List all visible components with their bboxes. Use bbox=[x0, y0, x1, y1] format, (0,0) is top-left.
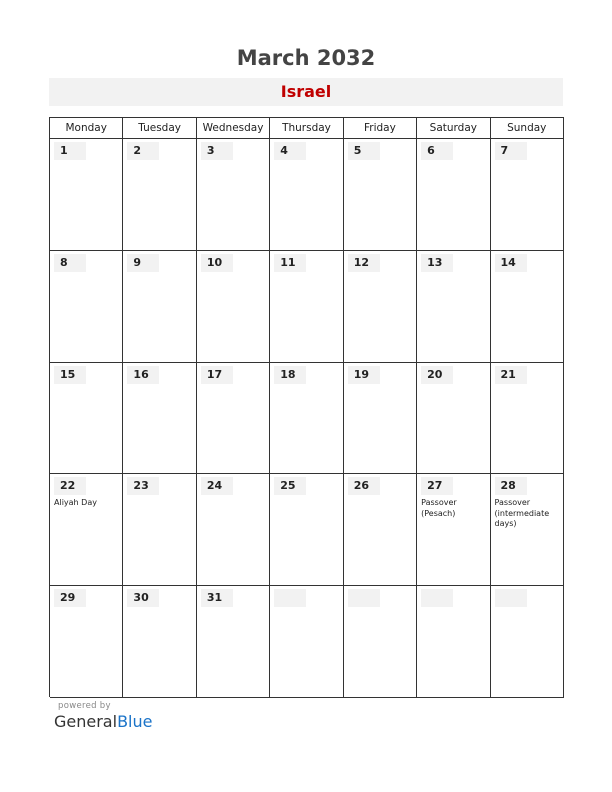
calendar-grid bbox=[49, 117, 564, 697]
day-cell bbox=[270, 474, 343, 586]
day-cell bbox=[123, 251, 196, 363]
holiday-event: Aliyah Day bbox=[54, 498, 97, 508]
day-cell bbox=[417, 251, 490, 363]
day-number: 27 bbox=[421, 477, 453, 495]
calendar-week-row bbox=[50, 474, 564, 586]
weekday-header: Saturday bbox=[417, 118, 490, 139]
weekday-header: Sunday bbox=[491, 118, 564, 139]
powered-by-text: powered by bbox=[58, 701, 111, 711]
day-cell bbox=[197, 363, 270, 475]
day-number: 9 bbox=[127, 254, 159, 272]
day-number: 21 bbox=[495, 366, 527, 384]
day-number: 5 bbox=[348, 142, 380, 160]
day-number: 14 bbox=[495, 254, 527, 272]
day-cell bbox=[123, 363, 196, 475]
day-number: 6 bbox=[421, 142, 453, 160]
day-number bbox=[274, 589, 306, 607]
day-number: 30 bbox=[127, 589, 159, 607]
day-number: 11 bbox=[274, 254, 306, 272]
day-number bbox=[348, 589, 380, 607]
empty-day-cell bbox=[270, 586, 343, 698]
empty-day-cell bbox=[491, 586, 564, 698]
weekday-header-row bbox=[50, 118, 564, 139]
day-number: 8 bbox=[54, 254, 86, 272]
brand-general: General bbox=[54, 712, 118, 731]
weekday-header: Wednesday bbox=[197, 118, 270, 139]
day-cell bbox=[50, 474, 123, 586]
day-cell bbox=[123, 586, 196, 698]
day-cell bbox=[491, 363, 564, 475]
day-number: 3 bbox=[201, 142, 233, 160]
day-cell bbox=[270, 363, 343, 475]
holiday-event: Passover (intermediate days) bbox=[494, 498, 550, 529]
day-number: 26 bbox=[348, 477, 380, 495]
day-number: 25 bbox=[274, 477, 306, 495]
day-number: 20 bbox=[421, 366, 453, 384]
day-cell bbox=[50, 251, 123, 363]
calendar-weeks bbox=[50, 139, 564, 698]
day-number: 29 bbox=[54, 589, 86, 607]
brand-blue: Blue bbox=[117, 712, 153, 731]
weekday-header: Friday bbox=[344, 118, 417, 139]
brand-logo bbox=[54, 712, 152, 731]
day-cell bbox=[197, 251, 270, 363]
day-number: 23 bbox=[127, 477, 159, 495]
calendar-week-row bbox=[50, 363, 564, 475]
day-number bbox=[421, 589, 453, 607]
day-number: 22 bbox=[54, 477, 86, 495]
weekday-header: Thursday bbox=[270, 118, 343, 139]
weekday-header: Monday bbox=[50, 118, 123, 139]
day-number: 7 bbox=[495, 142, 527, 160]
day-number: 18 bbox=[274, 366, 306, 384]
day-number: 10 bbox=[201, 254, 233, 272]
day-cell bbox=[123, 474, 196, 586]
day-number: 12 bbox=[348, 254, 380, 272]
calendar-week-row bbox=[50, 586, 564, 698]
day-cell bbox=[344, 251, 417, 363]
day-cell bbox=[344, 474, 417, 586]
day-number: 15 bbox=[54, 366, 86, 384]
calendar-week-row bbox=[50, 139, 564, 251]
day-cell bbox=[417, 474, 490, 586]
day-cell bbox=[197, 139, 270, 251]
day-cell bbox=[344, 139, 417, 251]
day-number: 24 bbox=[201, 477, 233, 495]
holiday-event: Passover (Pesach) bbox=[421, 498, 457, 518]
country-label: Israel bbox=[49, 78, 563, 106]
day-cell bbox=[270, 139, 343, 251]
day-number: 17 bbox=[201, 366, 233, 384]
day-cell bbox=[417, 363, 490, 475]
day-number bbox=[495, 589, 527, 607]
empty-day-cell bbox=[344, 586, 417, 698]
day-number: 31 bbox=[201, 589, 233, 607]
day-number: 13 bbox=[421, 254, 453, 272]
day-cell bbox=[344, 363, 417, 475]
day-cell bbox=[123, 139, 196, 251]
day-cell bbox=[50, 586, 123, 698]
day-number: 4 bbox=[274, 142, 306, 160]
day-cell bbox=[197, 474, 270, 586]
day-cell bbox=[491, 139, 564, 251]
day-number: 1 bbox=[54, 142, 86, 160]
day-cell bbox=[270, 251, 343, 363]
day-cell bbox=[197, 586, 270, 698]
day-cell bbox=[417, 139, 490, 251]
day-cell bbox=[491, 251, 564, 363]
calendar-week-row bbox=[50, 251, 564, 363]
day-number: 19 bbox=[348, 366, 380, 384]
day-number: 2 bbox=[127, 142, 159, 160]
day-cell bbox=[50, 139, 123, 251]
day-cell bbox=[50, 363, 123, 475]
day-cell bbox=[491, 474, 564, 586]
day-number: 16 bbox=[127, 366, 159, 384]
weekday-header: Tuesday bbox=[123, 118, 196, 139]
page-title: March 2032 bbox=[236, 46, 376, 70]
day-number: 28 bbox=[495, 477, 527, 495]
empty-day-cell bbox=[417, 586, 490, 698]
